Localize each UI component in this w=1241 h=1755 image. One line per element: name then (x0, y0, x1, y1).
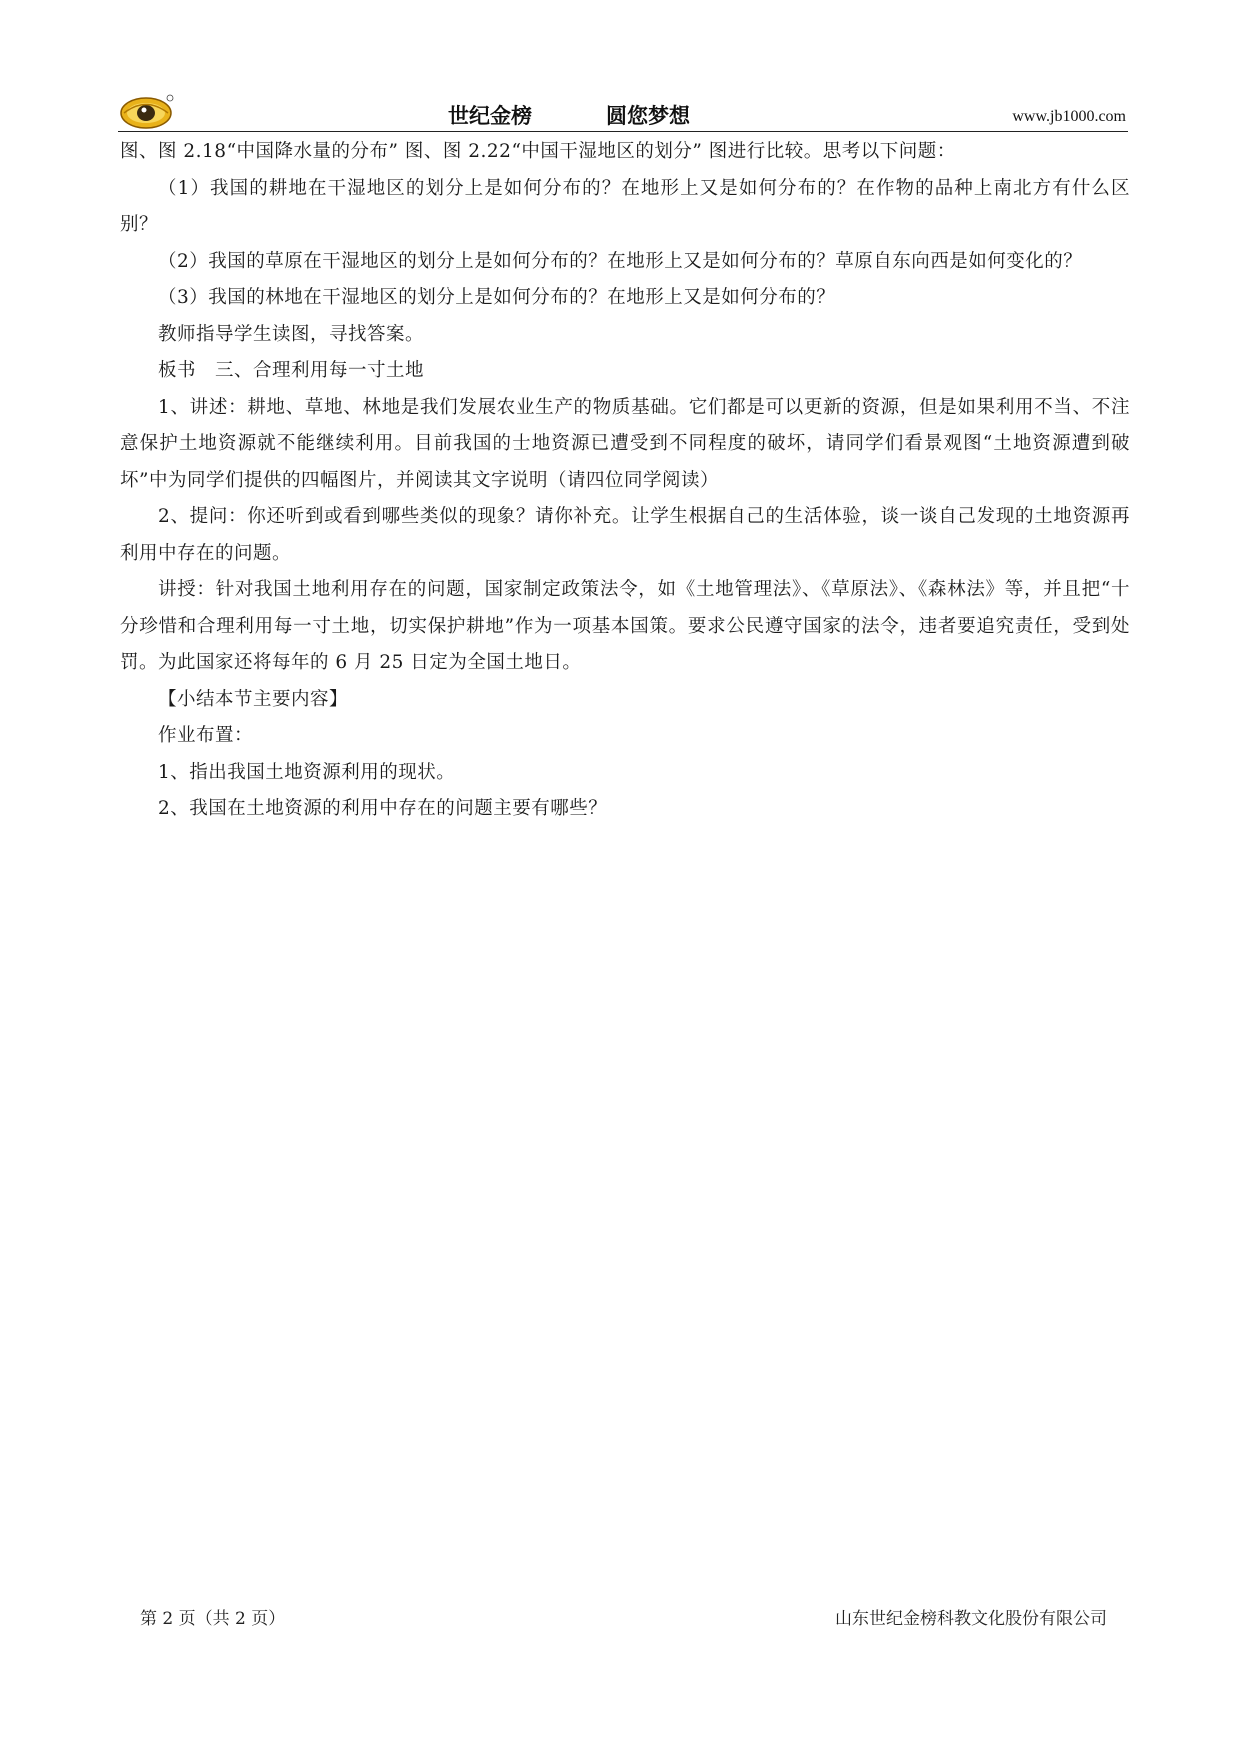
homework-item-1: 1、指出我国土地资源利用的现状。 (158, 761, 456, 783)
homework-item-2: 2、我国在土地资源的利用中存在的问题主要有哪些？ (158, 798, 608, 819)
teacher-guidance: 教师指导学生读图，寻找答案。 (158, 323, 425, 345)
paragraph-intro: 图、图 2.18“中国降水量的分布” 图、图 2.22“中国干湿地区的划分” 图进行比较。思考以下问题： (120, 141, 956, 162)
document-body (120, 134, 1130, 828)
question-farmland: （1）我国的耕地在干湿地区的划分上是如何分布的？在地形上又是如何分布的？在作物的品种上南北方有什么区别？ (120, 177, 1130, 235)
homework-heading: 作业布置： (158, 725, 254, 746)
footer-company: 山东世纪金榜科教文化股份有限公司 (835, 1609, 1107, 1629)
header-slogan: 圆您梦想 (606, 104, 690, 128)
question-forest: （3）我国的林地在干湿地区的划分上是如何分布的？在地形上又是如何分布的？ (158, 287, 836, 308)
page-header (118, 86, 1128, 134)
footer-page-number: 第 2 页（共 2 页） (140, 1609, 286, 1629)
lecture-paragraph: 1、讲述：耕地、草地、林地是我们发展农业生产的物质基础。它们都是可以更新的资源，但是如果利用不当、不注意保护土地资源就不能继续利用。目前我国的士地资源已遭受到不同程度的破坏，请同学们看景观图“土地资源遭到破坏”中为同学们提供的四幅图片，并阅读其文字说明（请四位同学阅读） (120, 396, 1130, 491)
question-grassland: （2）我国的草原在干湿地区的划分上是如何分布的？在地形上又是如何分布的？草原自东向西是如何变化的？ (158, 250, 1083, 272)
board-heading: 板书 三、合理利用每一寸土地 (158, 360, 425, 381)
jb1000-eye-logo-icon (120, 92, 176, 130)
question-paragraph: 2、提问：你还听到或看到哪些类似的现象？请你补充。让学生根据自己的生活体验，谈一谈自己发现的土地资源再利用中存在的问题。 (120, 506, 1130, 564)
teaching-paragraph: 讲授：针对我国土地利用存在的问题，国家制定政策法令，如《土地管理法》、《草原法》、《森林法》等，并且把“十分珍惜和合理利用每一寸土地，切实保护耕地”作为一项基本国策。要求公民遵守国家的法令，违者要追究责任，受到处罚。为此国家还将每年的 6 月 25 日定为全国土地日。 (120, 579, 1130, 673)
header-divider (118, 131, 1128, 132)
summary-heading: 【小结本节主要内容】 (158, 688, 349, 710)
header-url[interactable]: www.jb1000.com (1012, 108, 1126, 125)
header-title: 世纪金榜 (448, 104, 532, 128)
